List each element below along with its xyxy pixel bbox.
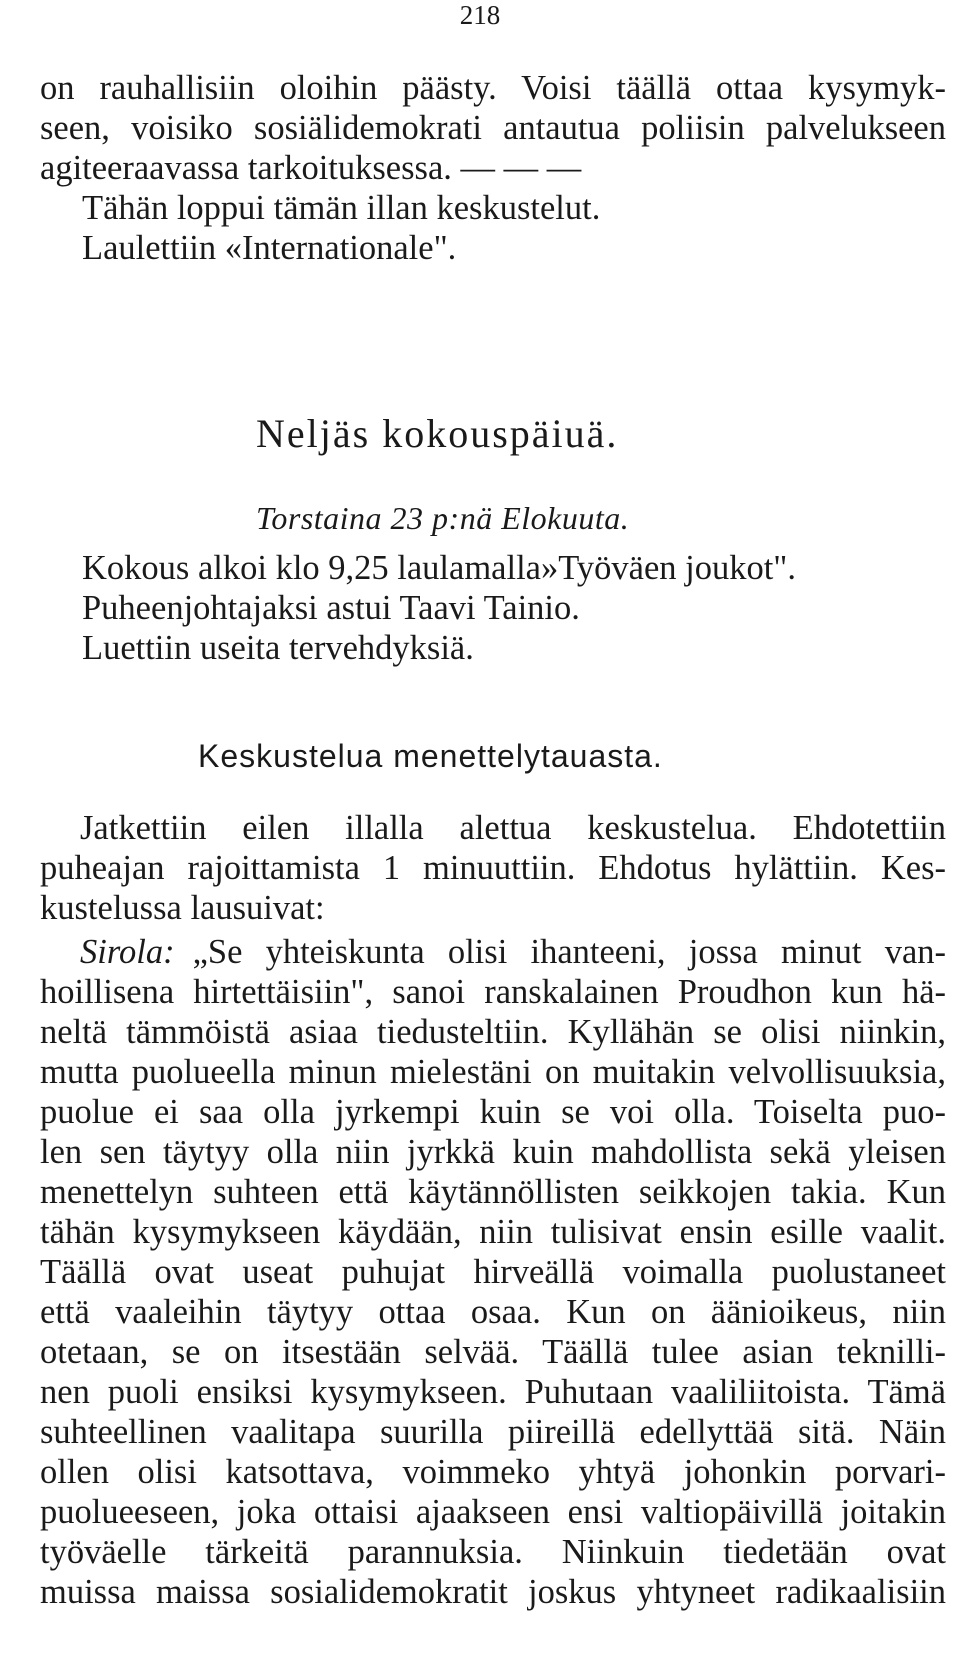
text-line: seen, voisiko sosiälidemokrati antautua poliisin palvelukseen bbox=[40, 109, 946, 147]
text-line: Kokous alkoi klo 9,25 laulamalla»Työväen joukot". bbox=[82, 549, 797, 587]
text-line: puolueeseen, joka ottaisi ajaakseen ensi valtiopäivillä joitakin bbox=[40, 1493, 946, 1531]
text-line: otetaan, se on itsestään selvää. Täällä tulee asian teknilli- bbox=[40, 1333, 946, 1371]
speaker-name: Sirola: bbox=[80, 933, 175, 971]
opening-paragraph bbox=[40, 548, 946, 668]
day-heading: Neljäs kokouspäiuä. bbox=[256, 411, 619, 456]
text-line: puheajan rajoittamista 1 minuuttiin. Ehdotus hylättiin. Kes- bbox=[40, 849, 946, 887]
text-line: nen puoli ensiksi kysymykseen. Puhutaan vaaliliitoista. Tämä bbox=[40, 1373, 946, 1411]
text-line: neltä tämmöistä asiaa tiedusteltiin. Kyllähän se olisi niinkin, bbox=[40, 1013, 946, 1051]
text-line: mutta puolueella minun mielestäni on muitakin velvollisuuksia, bbox=[40, 1053, 946, 1091]
day-date: Torstaina 23 p:nä Elokuuta. bbox=[256, 500, 630, 536]
text-line: Laulettiin «Internationale". bbox=[82, 229, 457, 267]
section-heading: Keskustelua menettelytauasta. bbox=[198, 738, 663, 774]
text-line: kustelussa lausuivat: bbox=[40, 889, 325, 927]
text-line: suhteellinen vaalitapa suurilla piireillä edellyttää sitä. Näin bbox=[40, 1413, 946, 1451]
text-line: tähän kysymykseen käydään, niin tulisivat ensin esille vaalit. bbox=[40, 1213, 946, 1251]
text-line: Täällä ovat useat puhujat hirveällä voimalla puolustaneet bbox=[40, 1253, 946, 1291]
text-line: Puheenjohtajaksi astui Taavi Tainio. bbox=[82, 589, 580, 627]
speech-first-line bbox=[40, 932, 946, 972]
speech-paragraph bbox=[40, 932, 946, 1612]
text-line: agiteeraavassa tarkoituksessa. — — — bbox=[40, 149, 582, 187]
text-line: menettelyn suhteen että käytännöllisten seikkojen takia. Kun bbox=[40, 1173, 946, 1211]
text-line: Jatkettiin eilen illalla alettua keskustelua. Ehdotettiin bbox=[80, 809, 946, 847]
text-line: ollen olisi katsottava, voimmeko yhtyä johonkin porvari- bbox=[40, 1453, 946, 1491]
text-line: len sen täytyy olla niin jyrkkä kuin mahdollista sekä yleisen bbox=[40, 1133, 946, 1171]
speech-text: „Se yhteiskunta olisi ihanteeni, jossa minut van- bbox=[192, 933, 946, 971]
text-line: Luettiin useita tervehdyksiä. bbox=[82, 629, 474, 667]
text-line: muissa maissa sosialidemokratit joskus yhtyneet radikaalisiin bbox=[40, 1573, 946, 1611]
text-line: hoillisena hirtettäisiin", sanoi ranskalainen Proudhon kun hä- bbox=[40, 973, 946, 1011]
discussion-paragraph bbox=[40, 808, 946, 928]
page-number: 218 bbox=[459, 0, 501, 30]
text-line: työväelle tärkeitä parannuksia. Niinkuin tiedetään ovat bbox=[40, 1533, 946, 1571]
text-line: puolue ei saa olla jyrkempi kuin se voi olla. Toiselta puo- bbox=[40, 1093, 946, 1131]
text-line: on rauhallisiin oloihin päästy. Voisi täällä ottaa kysymyk- bbox=[40, 69, 946, 107]
text-line: Tähän loppui tämän illan keskustelut. bbox=[82, 189, 601, 227]
intro-paragraph bbox=[40, 68, 946, 268]
text-line: että vaaleihin täytyy ottaa osaa. Kun on äänioikeus, niin bbox=[40, 1293, 946, 1331]
